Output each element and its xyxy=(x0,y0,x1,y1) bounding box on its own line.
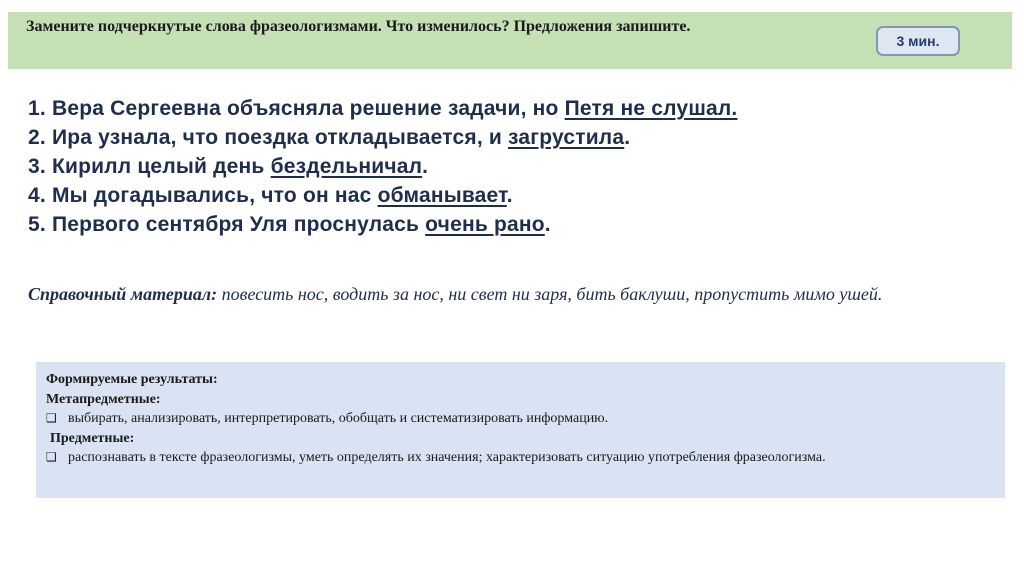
subject-item-text: распознавать в тексте фразеологизмы, уметь определять их значения; характеризовать ситуацию употребления фразеологизма. xyxy=(68,450,826,465)
sentence-1: 1. Вера Сергеевна объясняла решение задачи, но Петя не слушал. xyxy=(28,97,738,120)
underlined-phrase: бездельничал xyxy=(270,155,423,178)
task-header xyxy=(8,12,1012,69)
sentence-4: 4. Мы догадывались, что он нас обманывает. xyxy=(28,184,513,207)
checkbox-bullet-icon: ❑ xyxy=(46,411,57,425)
results-title: Формируемые результаты: xyxy=(46,372,218,387)
sentence-2: 2. Ира узнала, что поездка откладывается, и загрустила. xyxy=(28,126,631,149)
sentence-3: 3. Кирилл целый день бездельничал. xyxy=(28,155,429,178)
meta-item xyxy=(46,409,995,429)
sentence-5: 5. Первого сентября Уля проснулась очень рано. xyxy=(28,213,551,236)
subject-heading: Предметные: xyxy=(50,430,135,446)
timer-badge: 3 мин. xyxy=(876,26,960,56)
reference-text: повесить нос, водить за нос, ни свет ни заря, бить баклуши, пропустить мимо ушей. xyxy=(217,284,883,304)
sentence-list xyxy=(28,94,737,239)
task-instruction: Замените подчеркнутые слова фразеологизмами. Что изменилось? Предложения запишите. xyxy=(26,18,691,35)
checkbox-bullet-icon: ❑ xyxy=(46,450,57,464)
results-box xyxy=(36,362,1005,498)
reference-label: Справочный материал: xyxy=(28,284,218,304)
underlined-phrase: обманывает xyxy=(377,184,507,207)
underlined-phrase: очень рано xyxy=(425,213,545,236)
meta-item-text: выбирать, анализировать, интерпретировать, обобщать и систематизировать информацию. xyxy=(68,411,609,426)
underlined-phrase: Петя не слушал. xyxy=(564,97,738,120)
meta-heading: Метапредметные: xyxy=(46,391,161,407)
underlined-phrase: загрустила xyxy=(508,126,625,149)
reference-material xyxy=(28,282,998,307)
subject-item xyxy=(46,448,995,468)
